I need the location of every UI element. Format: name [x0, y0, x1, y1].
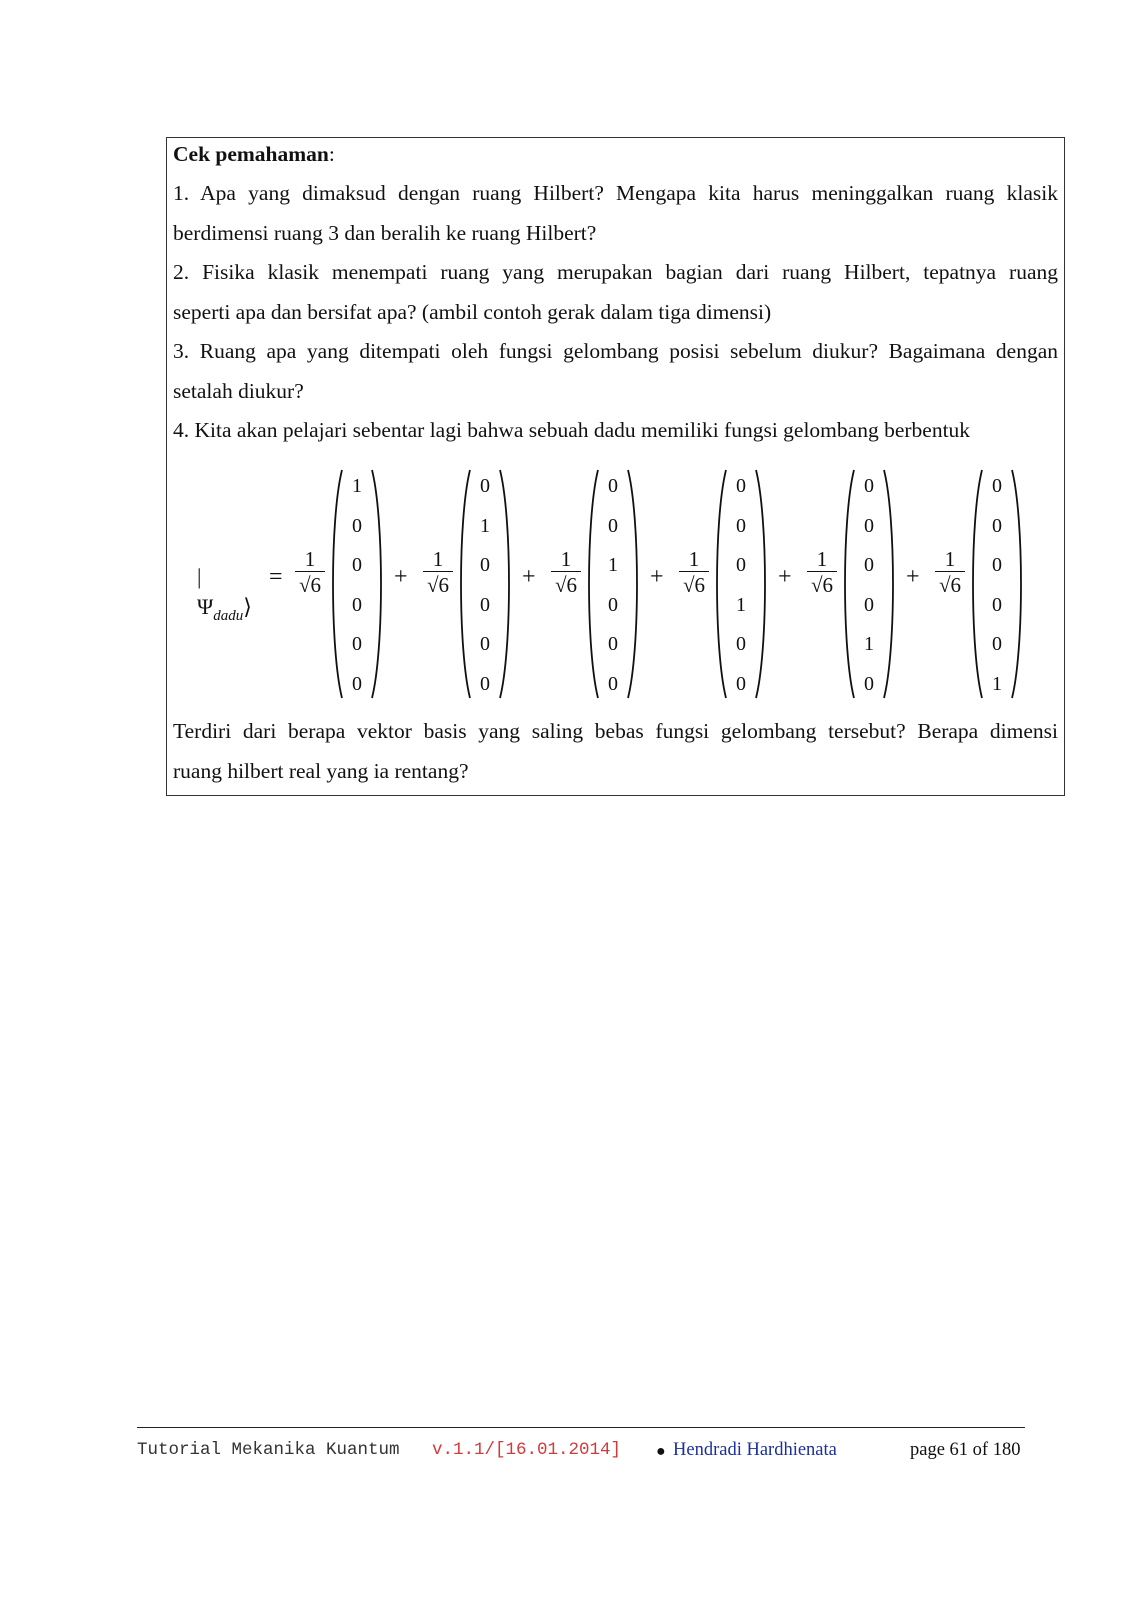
fraction-denominator: √6	[554, 573, 578, 597]
left-paren	[972, 468, 984, 700]
heading-colon: :	[328, 142, 335, 166]
question-2-line-2: seperti apa dan bersifat apa? (ambil contoh gerak dalam tiga dimensi)	[173, 300, 772, 324]
vector-entry: 1	[992, 672, 1002, 695]
vector-entry: 0	[352, 514, 362, 537]
left-paren	[588, 468, 600, 700]
fraction-bar	[551, 571, 581, 572]
exercise-heading	[173, 140, 1058, 168]
vector-entry: 0	[864, 514, 874, 537]
vector-entry: 0	[992, 475, 1002, 497]
vector-entry: 1	[864, 633, 874, 655]
coefficient-fraction	[422, 548, 454, 597]
vector-entry: 0	[480, 672, 490, 695]
fraction-numerator: 1	[688, 547, 700, 571]
vector-entry: 0	[992, 593, 1002, 616]
fraction-numerator: 1	[304, 547, 316, 571]
basis-vector	[332, 468, 382, 700]
vector-entry: 1	[352, 475, 362, 497]
vector-entry: 0	[736, 554, 746, 576]
question-3-line-2: setalah diukur?	[173, 379, 304, 403]
vector-entry: 0	[736, 475, 746, 497]
fraction-numerator: 1	[944, 547, 956, 571]
question-2-line-1: 2. Fisika klasik menempati ruang yang merupakan bagian dari ruang Hilbert, tepatnya ruang	[173, 260, 1058, 284]
vector-entry: 0	[480, 593, 490, 616]
footer-author: Hendradi Hardhienata	[673, 1440, 837, 1460]
vector-entry: 0	[736, 672, 746, 695]
coefficient-fraction	[806, 548, 838, 597]
vector-entry: 0	[352, 554, 362, 576]
vector-entry: 0	[864, 475, 874, 497]
fraction-numerator: 1	[816, 547, 828, 571]
plus-sign: +	[650, 564, 664, 590]
ket-psi-dadu	[197, 562, 252, 625]
vector-entry: 0	[480, 633, 490, 655]
basis-vector	[716, 468, 766, 700]
right-paren	[1010, 468, 1022, 700]
left-paren	[332, 468, 344, 700]
basis-vector	[972, 468, 1022, 700]
vector-entry: 1	[608, 554, 618, 576]
vector-entry: 0	[480, 554, 490, 576]
coefficient-fraction	[550, 548, 582, 597]
vector-entry: 0	[480, 475, 490, 497]
fraction-denominator: √6	[426, 573, 450, 597]
vector-entry: 1	[480, 514, 490, 537]
right-paren	[370, 468, 382, 700]
question-4-line-1: 4. Kita akan pelajari sebentar lagi bahwa sebuah dadu memiliki fungsi gelombang berbentuk	[173, 418, 971, 442]
fraction-denominator: √6	[298, 573, 322, 597]
vector-entry: 0	[992, 554, 1002, 576]
fraction-denominator: √6	[810, 573, 834, 597]
final-question-line-2: ruang hilbert real yang ia rentang?	[173, 759, 469, 783]
vector-entry: 1	[736, 593, 746, 616]
vector-entry: 0	[992, 514, 1002, 537]
coefficient-fraction	[294, 548, 326, 597]
vector-entry: 0	[608, 633, 618, 655]
vector-entry: 0	[608, 475, 618, 497]
fraction-bar	[423, 571, 453, 572]
plus-sign: +	[778, 564, 792, 590]
vector-entry: 0	[352, 672, 362, 695]
left-paren	[716, 468, 728, 700]
equals-sign: =	[269, 564, 283, 590]
fraction-denominator: √6	[938, 573, 962, 597]
left-paren	[460, 468, 472, 700]
fraction-bar	[295, 571, 325, 572]
vector-entry: 0	[736, 633, 746, 655]
right-paren	[882, 468, 894, 700]
right-paren	[754, 468, 766, 700]
ket-subscript: dadu	[213, 608, 244, 624]
question-1-line-2: berdimensi ruang 3 dan beralih ke ruang Hilbert?	[173, 221, 597, 245]
left-paren	[844, 468, 856, 700]
vector-entry: 0	[864, 593, 874, 616]
vector-entry: 0	[608, 593, 618, 616]
right-paren	[498, 468, 510, 700]
plus-sign: +	[522, 564, 536, 590]
plus-sign: +	[394, 564, 408, 590]
heading-text: Cek pemahaman	[173, 142, 329, 166]
footer-page-number: page 61 of 180	[910, 1440, 1021, 1460]
final-question-line-1: Terdiri dari berapa vektor basis yang saling bebas fungsi gelombang tersebut? Berapa dimensi	[173, 719, 1058, 743]
ket-close: ⟩	[243, 594, 252, 619]
footer-version: v.1.1/[16.01.2014]	[432, 1440, 622, 1460]
vector-entry: 0	[864, 554, 874, 576]
footer-title: Tutorial Mekanika Kuantum	[137, 1440, 400, 1460]
coefficient-fraction	[678, 548, 710, 597]
fraction-numerator: 1	[560, 547, 572, 571]
coefficient-fraction	[934, 548, 966, 597]
right-paren	[626, 468, 638, 700]
exercise-box	[166, 137, 1065, 796]
fraction-bar	[807, 571, 837, 572]
fraction-numerator: 1	[432, 547, 444, 571]
footer-rule	[137, 1427, 1025, 1428]
fraction-denominator: √6	[682, 573, 706, 597]
question-1-line-1: 1. Apa yang dimaksud dengan ruang Hilbert? Mengapa kita harus meninggalkan ruang klasik	[173, 181, 1058, 205]
footer-bullet: ●	[656, 1443, 666, 1460]
vector-entry: 0	[992, 633, 1002, 655]
basis-vector	[460, 468, 510, 700]
basis-vector	[588, 468, 638, 700]
ket-psi-symbol: |Ψ	[197, 564, 214, 619]
basis-vector	[844, 468, 894, 700]
vector-entry: 0	[864, 672, 874, 695]
question-3-line-1: 3. Ruang apa yang ditempati oleh fungsi gelombang posisi sebelum diukur? Bagaimana dengan	[173, 339, 1058, 363]
vector-entry: 0	[352, 633, 362, 655]
vector-entry: 0	[352, 593, 362, 616]
plus-sign: +	[906, 564, 920, 590]
vector-entry: 0	[736, 514, 746, 537]
vector-entry: 0	[608, 514, 618, 537]
fraction-bar	[679, 571, 709, 572]
fraction-bar	[935, 571, 965, 572]
vector-entry: 0	[608, 672, 618, 695]
